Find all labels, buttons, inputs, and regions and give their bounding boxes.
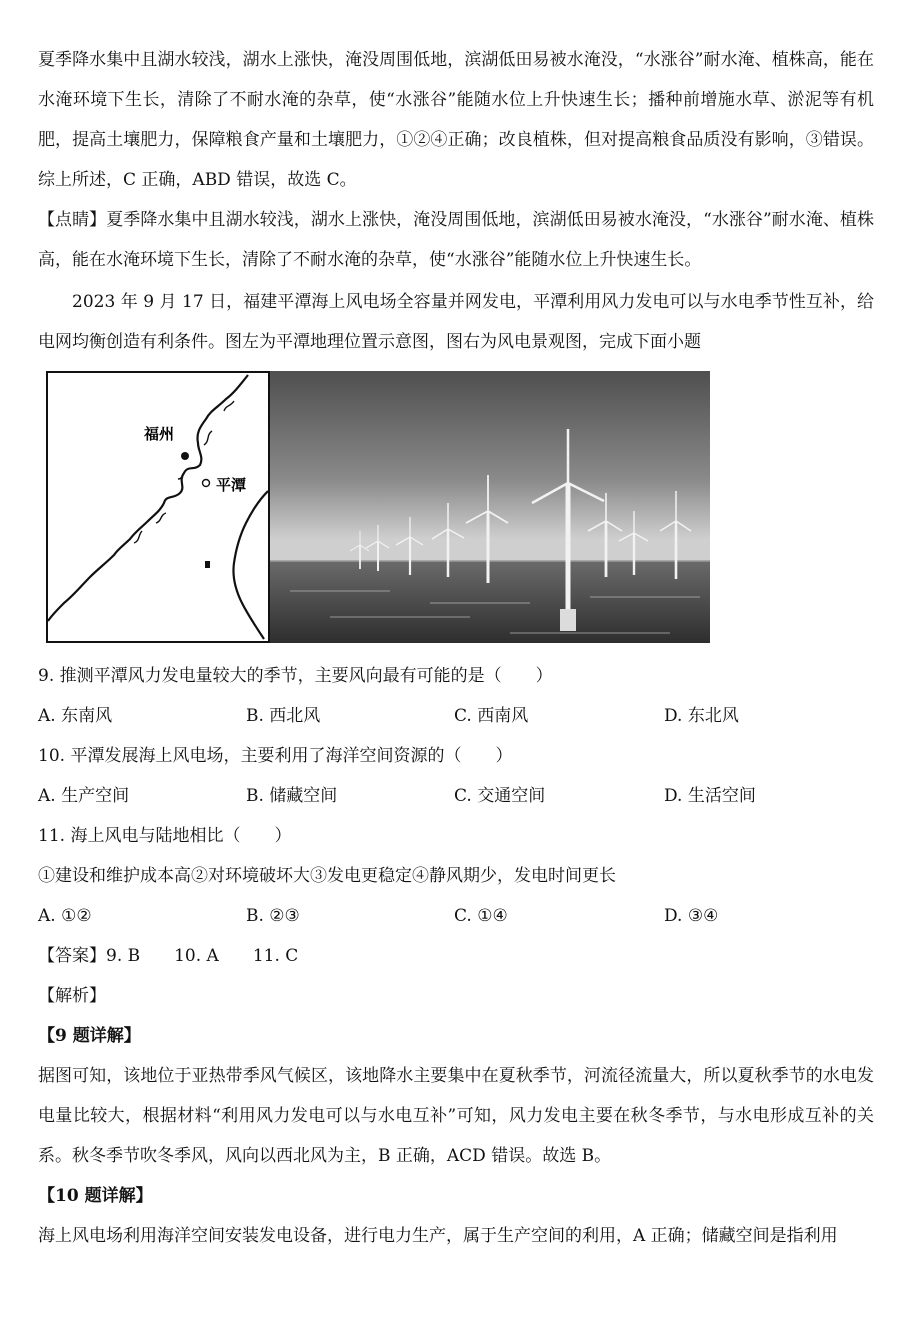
question-11-statements: ①建设和维护成本高②对环境破坏大③发电更稳定④静风期少，发电时间更长 [38,866,616,886]
question-10-options [38,776,874,816]
mainland-coastline [48,375,248,621]
small-island-marker [205,561,210,568]
question-10-option-b: B. 储藏空间 [246,786,338,806]
explanation-paragraph: 夏季降水集中且湖水较浅，湖水上涨快，淹没周围低地，滨湖低田易被水淹没，“水涨谷”耐水淹、植株高，能在水淹环境下生长，清除了不耐水淹的杂草，使“水涨谷”能随水位上升快速生长；播种前增施水草、淤泥等有机肥，提高土壤肥力，保障粮食产量和土壤肥力，①②④正确；改良植株，但对提高粮食品质没有影响，③错误。综上所述，C 正确，ABD 错误，故选 C。 [38,50,874,190]
fuzhou-label: 福州 [144,425,175,443]
question-9-option-b: B. 西北风 [246,706,321,726]
sea-area [270,561,710,643]
question-9-stem: 9. 推测平潭风力发电量较大的季节，主要风向最有可能的是（ ） [38,666,553,686]
question-10-detail: 海上风电场利用海洋空间安装发电设备，进行电力生产，属于生产空间的利用，A 正确；储藏空间是指利用 [38,1226,838,1246]
question-9-option-a: A. 东南风 [38,706,113,726]
question-11-option-b: B. ②③ [246,906,300,926]
question-10-option-a: A. 生产空间 [38,786,130,806]
question-9-option-d: D. 东北风 [664,706,739,726]
pingtan-location-map [46,371,270,643]
question-9-detail-heading: 【9 题详解】 [38,1026,141,1046]
coastline-inlets [134,401,234,543]
question-9-detail: 据图可知，该地位于亚热带季风气候区，该地降水主要集中在夏秋季节，河流径流量大，所以夏秋季节的水电发电量比较大，根据材料“利用风力发电可以与水电互补”可知，风力发电主要在秋冬季节，与水电形成互补的关系。秋冬季节吹冬季风，风向以西北风为主，B 正确，ACD 错误。故选 B。 [38,1066,874,1166]
question-9-option-c: C. 西南风 [454,706,529,726]
pingtan-island-icon [203,480,210,487]
question-10-stem: 10. 平潭发展海上风电场，主要利用了海洋空间资源的（ ） [38,746,513,766]
question-11-option-c: C. ①④ [454,906,508,926]
material-paragraph: 2023 年 9 月 17 日，福建平潭海上风电场全容量并网发电，平潭利用风力发电可以与水电季节性互补，给电网均衡创造有利条件。图左为平潭地理位置示意图，图右为风电景观图，完成下面小题 [38,292,874,352]
map-drawing [48,373,268,641]
question-9-options [38,696,874,736]
offshore-wind-farm-photo [270,371,710,643]
pingtan-label: 平潭 [216,476,247,494]
question-10-option-d: D. 生活空间 [664,786,756,806]
tip-paragraph: 【点睛】夏季降水集中且湖水较浅，湖水上涨快，淹没周围低地，滨湖低田易被水淹没，“水涨谷”耐水淹、植株高，能在水淹环境下生长，清除了不耐水淹的杂草，使“水涨谷”能随水位上升快速生长。 [38,210,874,270]
question-11-options [38,896,874,936]
answer-line: 【答案】9. B 10. A 11. C [38,946,299,966]
analysis-label: 【解析】 [38,986,106,1006]
question-10-option-c: C. 交通空间 [454,786,546,806]
question-11-stem: 11. 海上风电与陆地相比（ ） [38,826,292,846]
question-11-option-a: A. ①② [38,906,92,926]
fuzhou-city-dot [181,452,189,460]
question-11-option-d: D. ③④ [664,906,719,926]
question-10-detail-heading: 【10 题详解】 [38,1186,153,1206]
taiwan-coastline [233,491,268,639]
